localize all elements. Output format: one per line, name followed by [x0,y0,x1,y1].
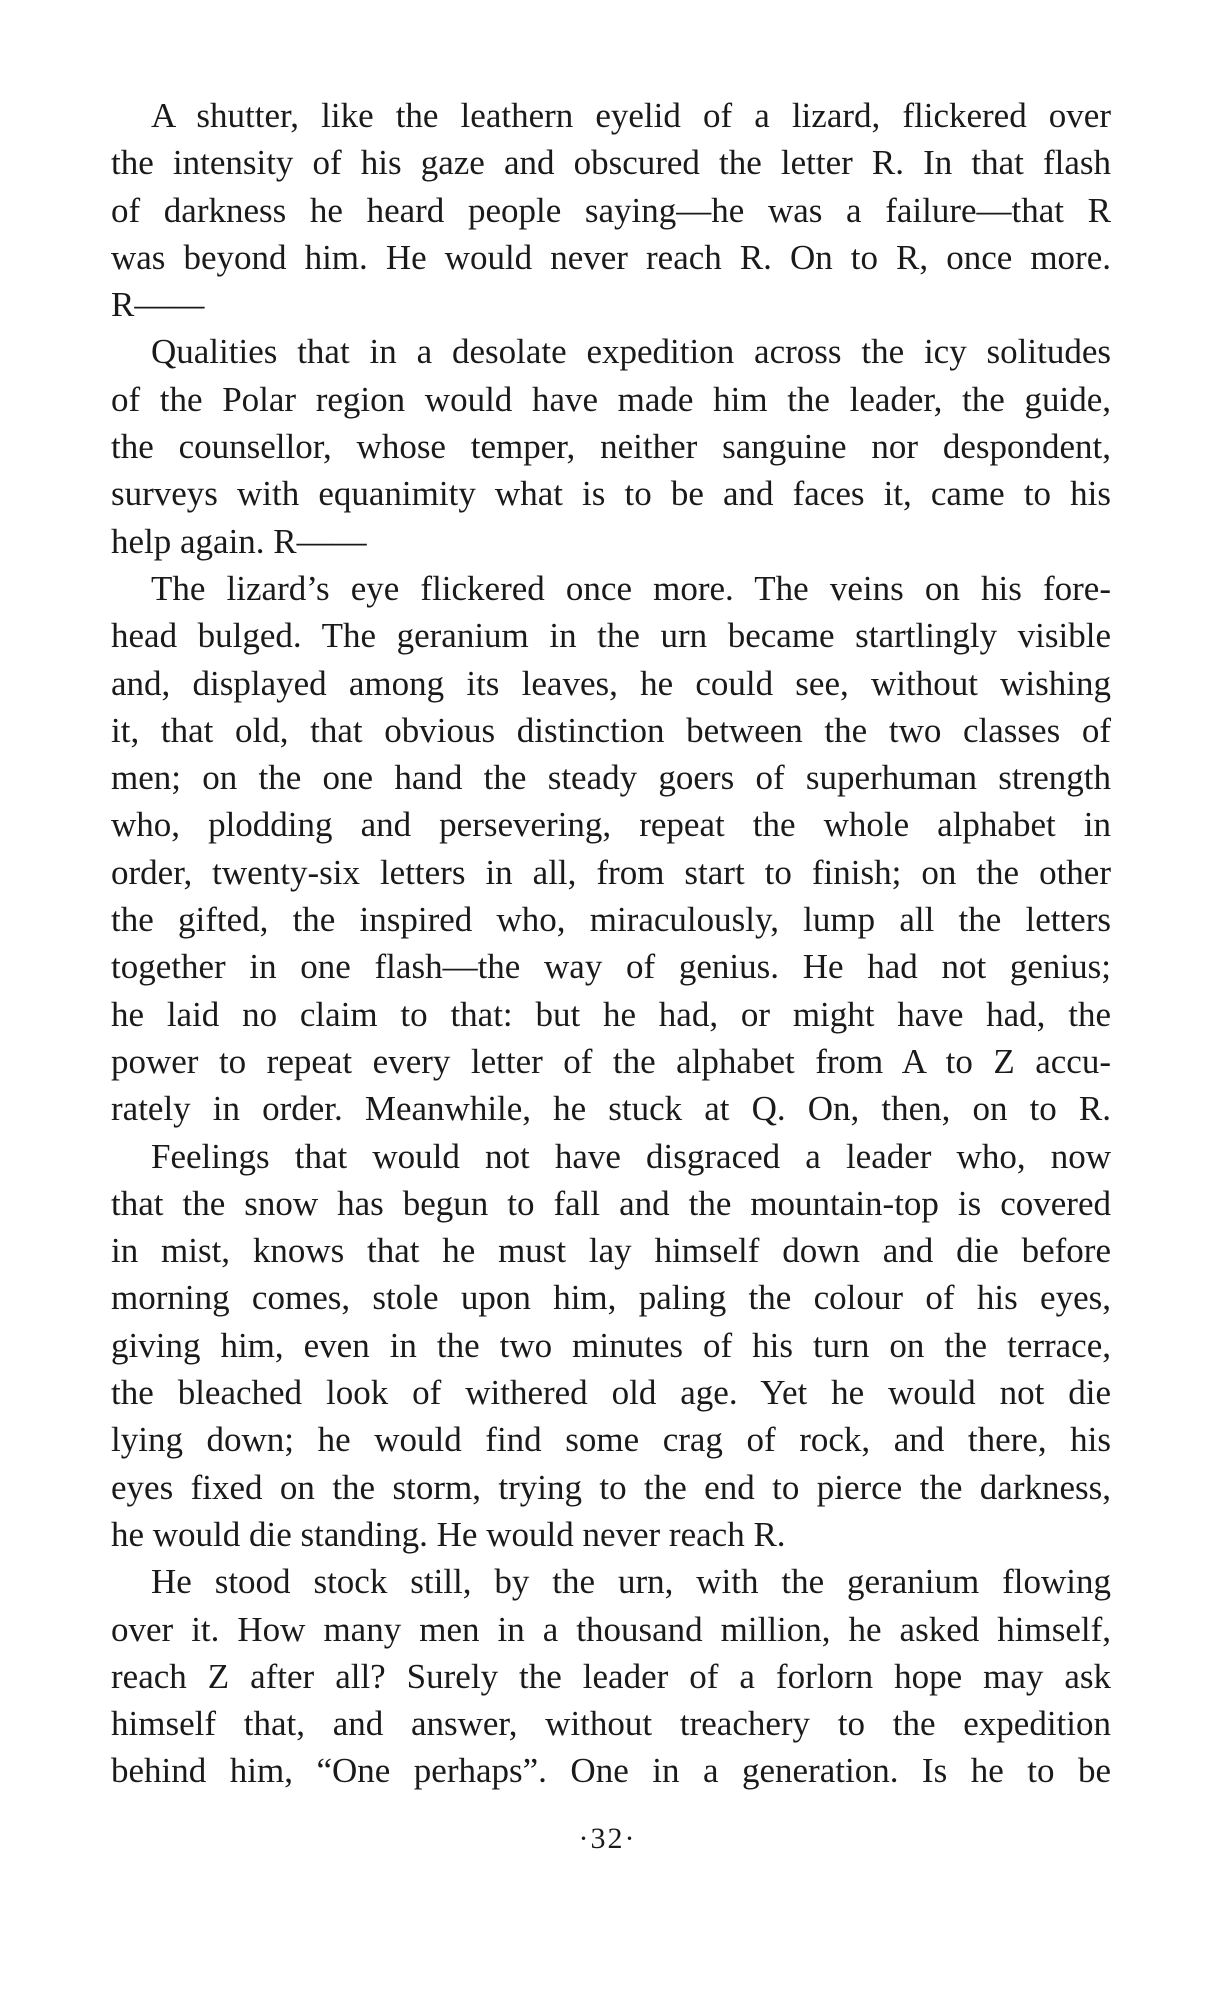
text-line: of darkness he heard people saying—he was a failure—that R [111,190,1111,230]
text-line: the counsellor, whose temper, neither sanguine nor despondent, [111,427,1111,467]
text-line: rately in order. Meanwhile, he stuck at Q. On, then, on to R. [111,1089,1111,1129]
text-line: morning comes, stole upon him, paling the colour of his eyes, [111,1278,1111,1318]
text-line: the gifted, the inspired who, miraculously, lump all the letters [111,900,1111,940]
text-line: power to repeat every letter of the alphabet from A to Z accu- [111,1041,1111,1081]
text-line: help again. R—— [111,521,367,561]
text-line: that the snow has begun to fall and the mountain-top is covered [111,1183,1111,1223]
text-line: the bleached look of withered old age. Yet he would not die [111,1373,1111,1413]
text-line: Feelings that would not have disgraced a leader who, now [151,1136,1111,1176]
text-line: eyes fixed on the storm, trying to the end to pierce the darkness, [111,1467,1111,1507]
text-line: A shutter, like the leathern eyelid of a lizard, flickered over [151,96,1111,135]
text-line: the intensity of his gaze and obscured the letter R. In that flash [111,143,1111,183]
text-line: over it. How many men in a thousand million, he asked himself, [111,1609,1111,1649]
text-line: R—— [111,285,205,325]
text-line: head bulged. The geranium in the urn became startlingly visible [111,616,1111,656]
text-line: men; on the one hand the steady goers of superhuman strength [111,758,1111,798]
text-line: order, twenty-six letters in all, from start to finish; on the other [111,852,1111,892]
text-line: The lizard’s eye flickered once more. The veins on his fore- [151,568,1111,608]
text-line: in mist, knows that he must lay himself down and die before [111,1231,1111,1271]
text-line: reach Z after all? Surely the leader of a forlorn hope may ask [111,1656,1111,1696]
text-line: behind him, “One perhaps”. One in a generation. Is he to be [111,1751,1111,1791]
text-line: He stood stock still, by the urn, with the geranium flowing [151,1562,1111,1602]
text-line: together in one flash—the way of genius. He had not genius; [111,947,1111,987]
text-line: giving him, even in the two minutes of his turn on the terrace, [111,1325,1111,1365]
text-line: Qualities that in a desolate expedition across the icy solitudes [151,332,1111,372]
text-line: of the Polar region would have made him the leader, the guide, [111,379,1111,419]
text-line: surveys with equanimity what is to be and faces it, came to his [111,474,1111,514]
text-line: himself that, and answer, without treachery to the expedition [111,1704,1111,1744]
text-line: he laid no claim to that: but he had, or might have had, the [111,994,1111,1034]
text-line: it, that old, that obvious distinction between the two classes of [111,710,1111,750]
text-line: he would die standing. He would never reach R. [111,1514,786,1554]
page-number: ·32· [578,1822,637,1855]
text-line: lying down; he would find some crag of rock, and there, his [111,1420,1111,1460]
text-line: was beyond him. He would never reach R. On to R, once more. [111,237,1111,277]
book-page-text [111,92,1111,1795]
text-line: who, plodding and persevering, repeat the whole alphabet in [111,805,1111,845]
text-line: and, displayed among its leaves, he could see, without wishing [111,663,1111,703]
